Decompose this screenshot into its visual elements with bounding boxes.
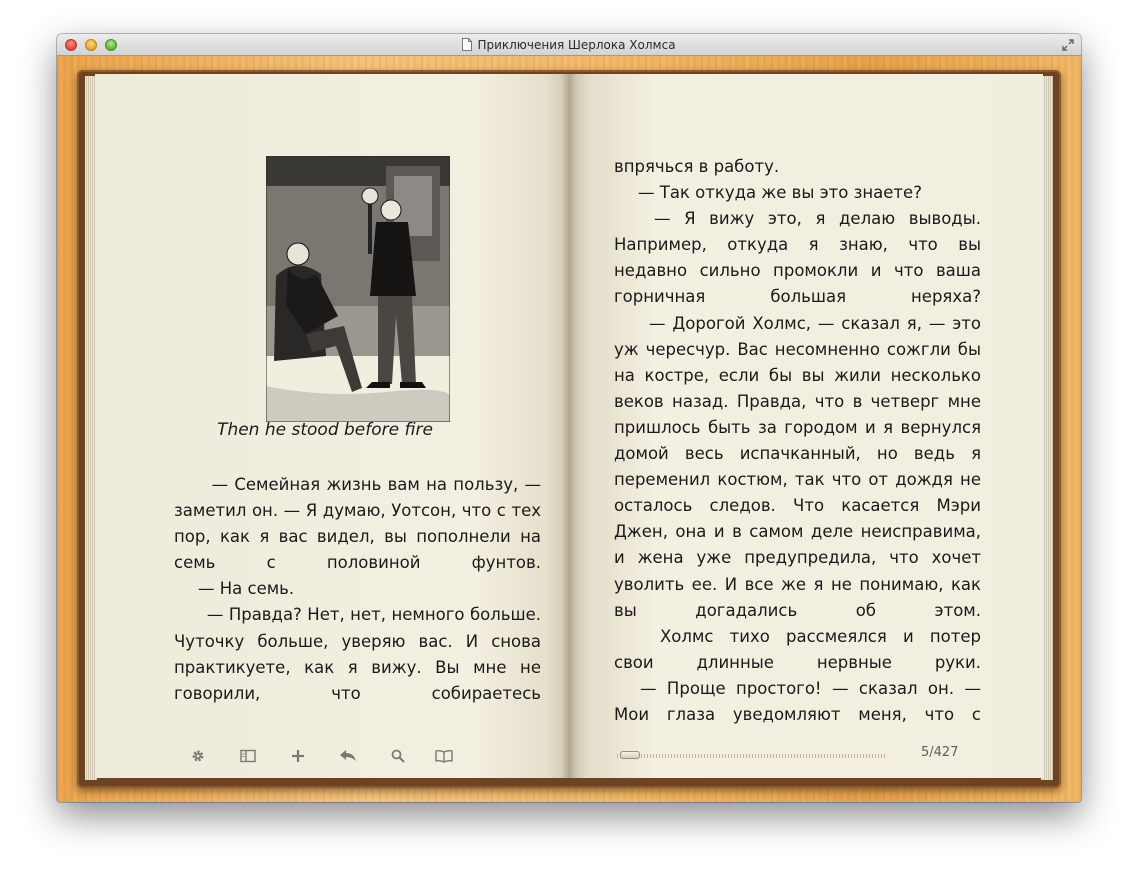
reader-window: [57, 34, 1081, 802]
library-button[interactable]: [433, 746, 455, 766]
illustration: [266, 156, 450, 422]
paragraph: впрячься в работу.: [614, 157, 780, 176]
fullscreen-icon[interactable]: [1061, 38, 1075, 52]
paragraph: — Я вижу это, я делаю выводы. Например, откуда я знаю, что вы недавно сильно промокли и что ваша горничная большая неряха?: [614, 209, 981, 307]
right-page-text: [614, 154, 981, 728]
sidebar-icon: [240, 749, 256, 763]
search-icon: [391, 749, 405, 763]
back-arrow-icon: [339, 749, 357, 763]
book-cover: [77, 70, 1061, 788]
right-page[interactable]: [569, 74, 1043, 778]
book-icon: [435, 749, 453, 763]
paragraph: — Семейная жизнь вам на пользу, — заметил он. — Я думаю, Уотсон, что с тех пор, как я вас видел, вы пополнели на семь с половиной фунтов.: [174, 475, 547, 573]
reading-progress-slider[interactable]: [617, 751, 889, 761]
contents-button[interactable]: [237, 746, 259, 766]
document-icon: [462, 38, 472, 51]
progress-thumb[interactable]: [620, 751, 640, 759]
gear-icon: [190, 748, 206, 764]
paragraph: — Так откуда же вы это знаете?: [638, 183, 922, 203]
plus-icon: [291, 749, 305, 763]
wooden-desk-background: [57, 56, 1081, 802]
paragraph: — Правда? Нет, нет, немного больше. Чуточку больше, уверяю вас. И снова практикуете, как я вижу. Вы мне не говорили, что собираетесь: [174, 605, 547, 703]
paragraph: Холмс тихо рассмеялся и потер свои длинные нервные руки.: [614, 626, 981, 672]
title-bar[interactable]: [57, 34, 1081, 56]
book-spine: [561, 74, 577, 778]
search-button[interactable]: [387, 746, 409, 766]
progress-track[interactable]: [617, 754, 887, 758]
settings-button[interactable]: [187, 746, 209, 766]
left-page[interactable]: [95, 74, 569, 778]
paragraph: — На семь.: [198, 579, 295, 599]
add-bookmark-button[interactable]: [287, 746, 309, 766]
paragraph: — Проще простого! — сказал он. — Мои глаза уведомляют меня, что с: [614, 678, 981, 724]
illustration-caption: Then he stood before fire: [217, 420, 433, 440]
left-page-text: [174, 472, 547, 707]
paragraph: — Дорогой Холмс, — сказал я, — это уж чересчур. Вас несомненно сожгли бы на костре, если бы вы жили несколько веков назад. Правда, что в четверг мне пришлось быть за городом и я вернулся домой весь испачканный, но ведь я переменил костюм, так что от дождя не осталось следов. Что касается Мэри Джен, она и в самом деле неисправима, и жена уже предупредила, что хочет уволить ее. И все же я не понимаю, как вы догадались об этом.: [614, 313, 981, 620]
back-button[interactable]: [337, 746, 359, 766]
page-counter: 5/427: [921, 745, 959, 760]
window-title: Приключения Шерлока Холмса: [477, 38, 676, 52]
